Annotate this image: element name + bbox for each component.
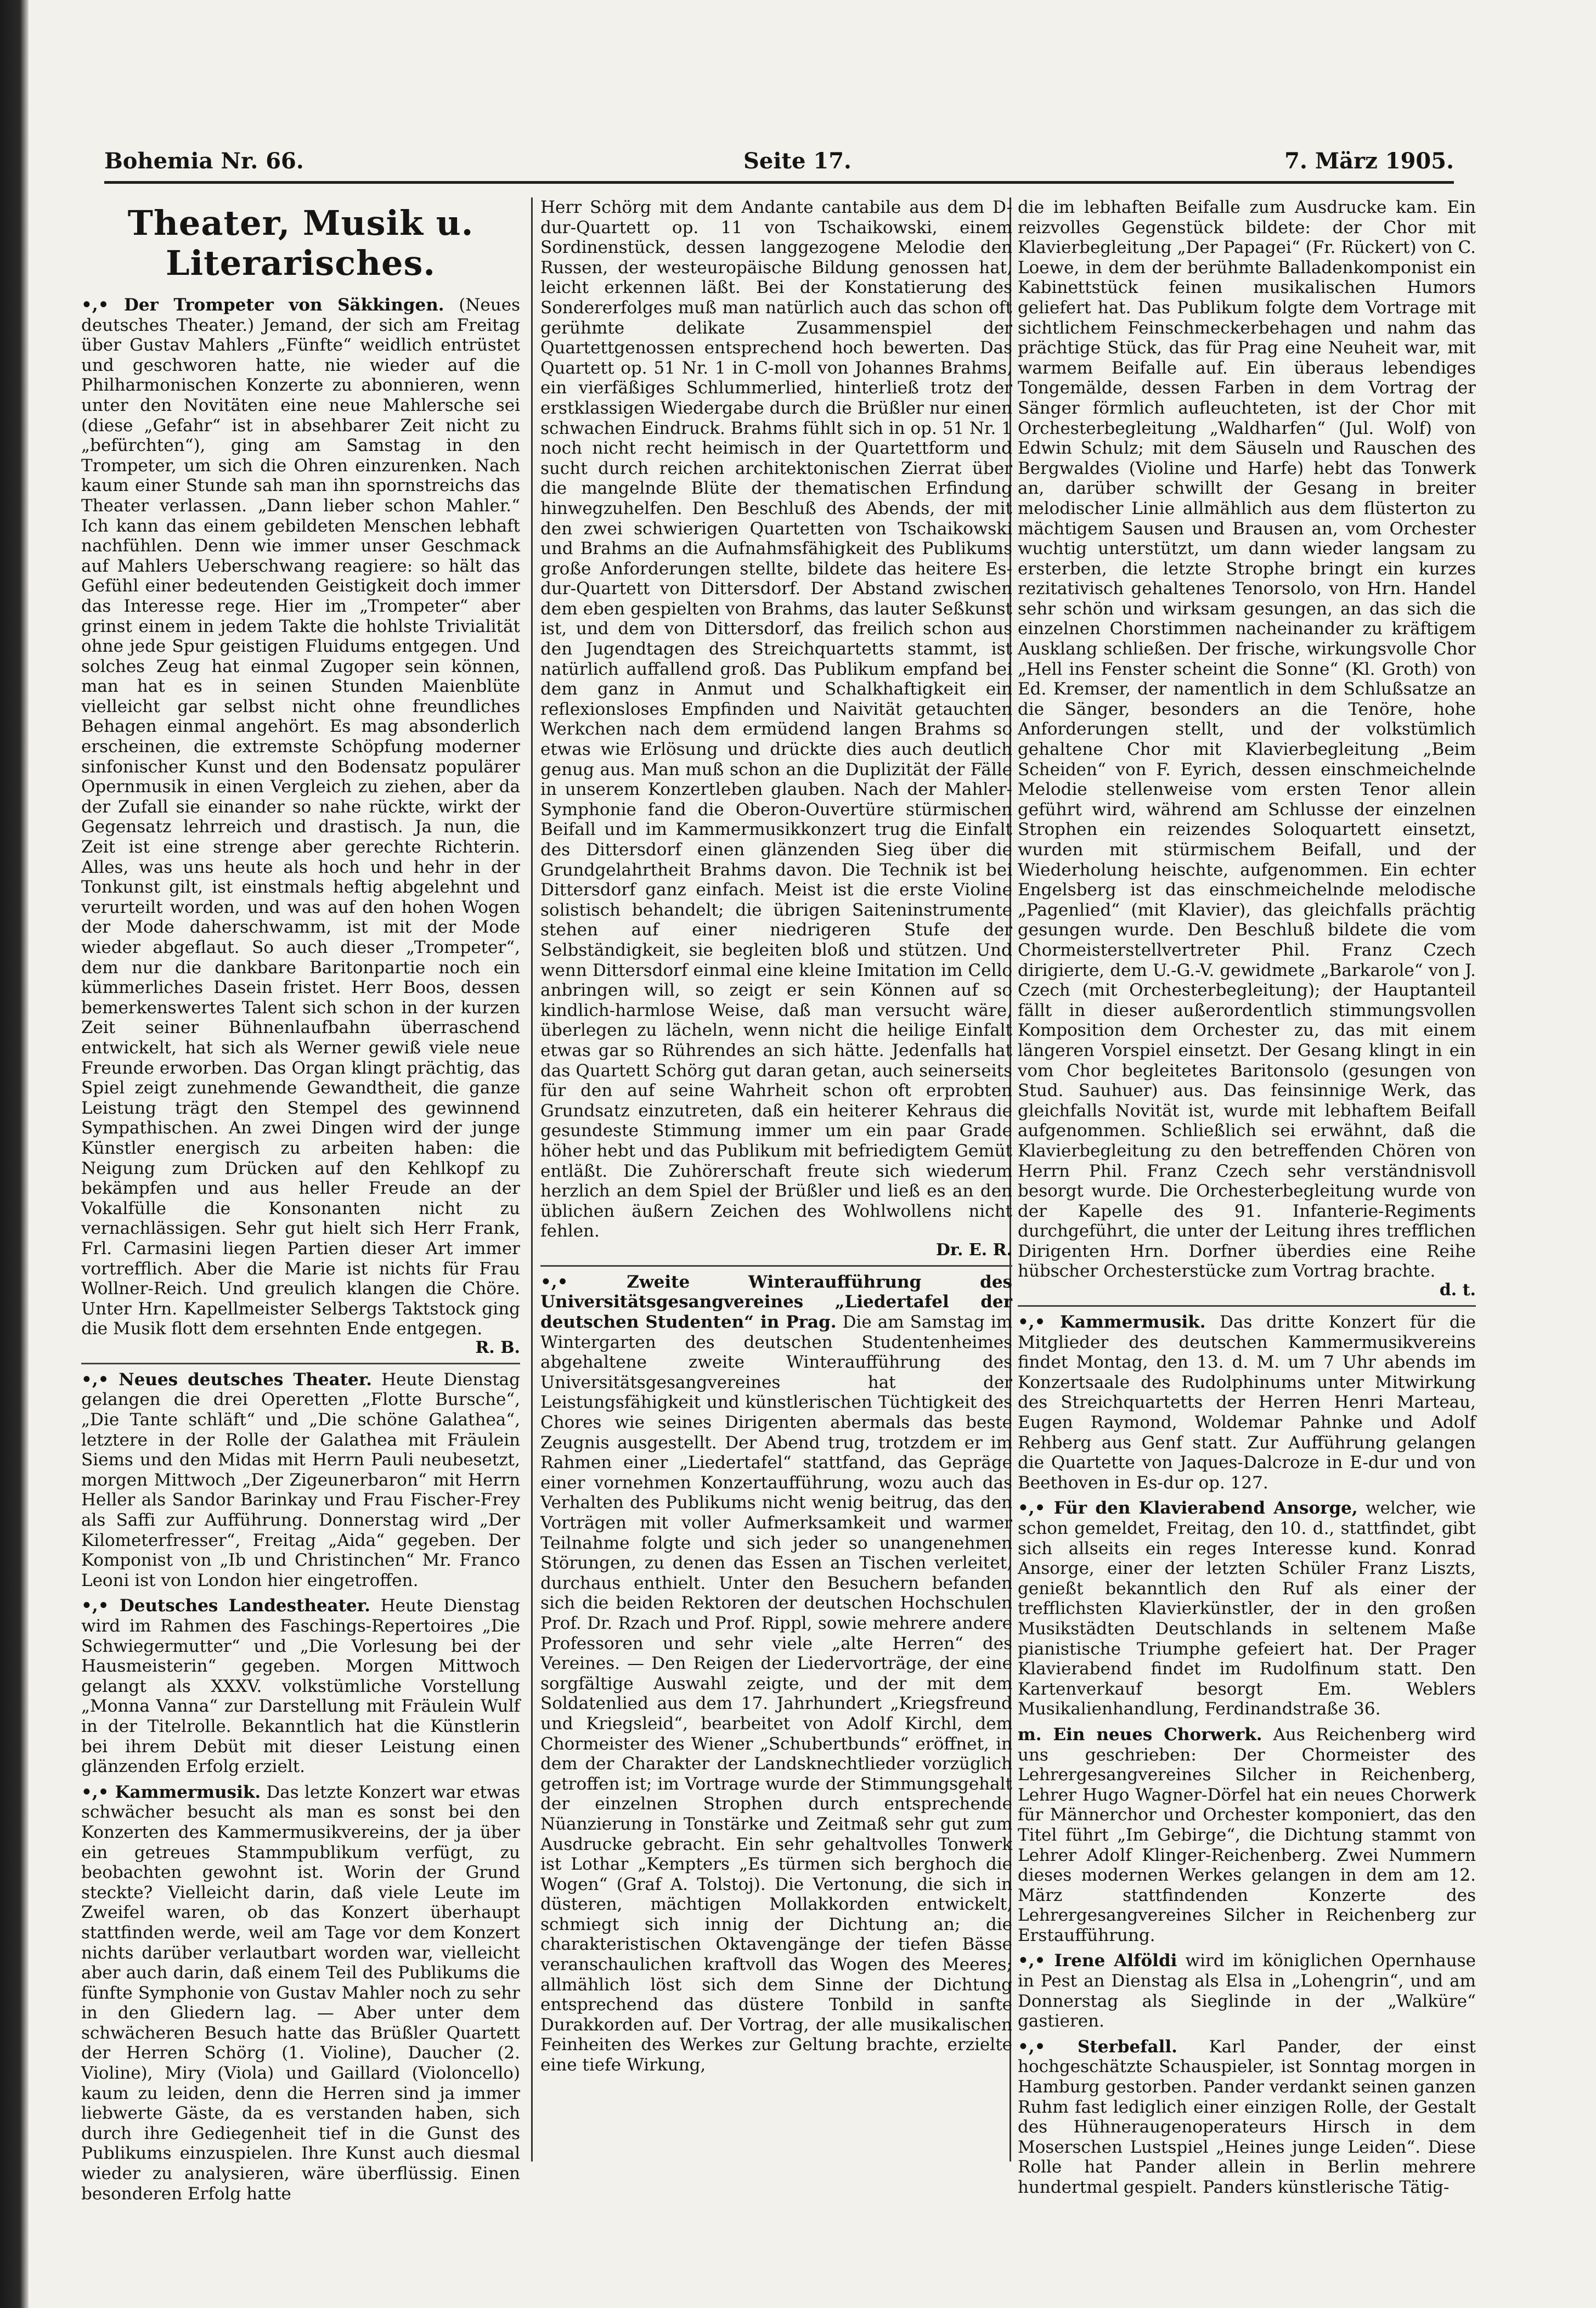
article bbox=[1018, 197, 1476, 1300]
article-separator bbox=[1018, 1305, 1476, 1307]
article bbox=[1018, 1312, 1476, 1493]
article-body: Karl Pander, der einst hochgeschätzte Schauspieler, ist Sonntag morgen in Hamburg gestorben. Pander verdankt seinen ganzen Ruhm fast lediglich einer einzigen Rolle, der Gestalt des Hühneraugenoperateurs Hirsch in dem Moserschen Lustspiel „Heines junge Leiden“. Diese Rolle hat Pander allein in Berlin mehrere hundertmal gespielt. Panders künstlerische Tätig- bbox=[1018, 2036, 1476, 2197]
adjacent-page-edge bbox=[0, 0, 29, 2308]
article-body: (Neues deutsches Theater.) Jemand, der sich am Freitag über Gustav Mahlers „Fünfte“ weidlich entrüstet und geschworen hatte, nie wieder auf die Philharmonischen Konzerte zu abonnieren, wenn unter den Novitäten eine neue Mahlersche sei (diese „Gefahr“ ist in absehbarer Zeit nicht zu „befürchten“), ging am Samstag in den Trompeter, um sich die Ohren einzurenken. Nach kaum einer Stunde sah man ihn spornstreichs das Theater verlassen. „Dann lieber schon Mahler.“ Ich kann das einem gebildeten Menschen lebhaft nachfühlen. Denn wie immer unser Geschmack auf Mahlers Ueberschwang reagiere: so hält das Gefühl einer bedeutenden Geistigkeit doch immer das Interesse rege. Hier im „Trompeter“ aber grinst einem in jedem Takte die hohlste Trivialität ohne jede Spur geistigen Fluidums entgegen. Und solches Zeug hat einmal Zugoper sein können, man hat es in seinen Stunden Maienblüte vielleicht gar selbst nicht ohne freundliches Behagen einmal angehört. Es mag absonderlich erscheinen, die extremste Schöpfung moderner sinfonischer Kunst und den Bodensatz populärer Opernmusik in einen Vergleich zu ziehen, aber da der Zufall sie einander so nahe rückte, wirkt der Gegensatz lehrreich und drastisch. Ja nun, die Zeit ist eine strenge aber gerechte Richterin. Alles, was uns heute als hoch und hehr in der Tonkunst gilt, ist einstmals heftig abgelehnt und verurteilt worden, und was auf den hohen Wogen der Mode daherschwamm, ist mit der Mode wieder abgeflaut. So auch dieser „Trompeter“, dem nur die dankbare Baritonpartie noch ein kümmerliches Dasein fristet. Herr Boos, dessen bemerkenswertes Talent sich schon in der kurzen Zeit seiner Bühnenlaufbahn überraschend entwickelt, hat sich als Werner gewiß viele neue Freunde erworben. Das Organ klingt prächtig, das Spiel zeigt zunehmende Gewandtheit, die ganze Leistung trägt den Stempel des gewinnend Sympathischen. An zwei Dingen wird der junge Künstler energisch zu arbeiten haben: die Neigung zum Drücken auf den Kehlkopf zu bekämpfen und aus heller Freude an der Vokalfülle die Konsonanten nicht zu vernachlässigen. Sehr gut hielt sich Herr Frank, Frl. Carmasini liegen Partien dieser Art immer vortrefflich. Aber die Marie ist nichts für Frau Wollner-Reich. Und greulich klangen die Chöre. Unter Hrn. Kapellmeister Selbergs Taktstock ging die Musik flott dem ersehnten Ende entgegen. bbox=[81, 295, 520, 1339]
article-body: Aus Reichenberg wird uns geschrieben: Der Chormeister des Lehrergesangvereines Silcher in Reichenberg, Lehrer Hugo Wagner-Dörfel hat ein neues Chorwerk für Männerchor und Orchester komponiert, das den Titel führt „Im Gebirge“, die Dichtung stammt von Lehrer Adolf Klinger-Reichenberg. Zwei Nummern dieses modernen Werkes gelangen in dem am 12. März stattfindenden Konzerte des Lehrergesangvereines Silcher in Reichenberg zur Erstaufführung. bbox=[1018, 1724, 1476, 1945]
article bbox=[81, 1782, 520, 2204]
article-title: •,• Sterbefall. bbox=[1018, 2036, 1177, 2057]
article-body: Das dritte Konzert für die Mitglieder des deutschen Kammermusikvereins findet Montag, den 13. d. M. um 7 Uhr abends im Konzertsaale des Rudolphinums unter Mitwirkung des Streichquartetts der Herren Henri Marteau, Eugen Raymond, Woldemar Pahnke und Adolf Rehberg aus Genf statt. Zur Aufführung gelangen die Quartette von Jaques-Dalcroze in E-dur und von Beethoven in Es-dur op. 127. bbox=[1018, 1312, 1476, 1493]
article bbox=[1018, 1725, 1476, 1946]
column-1 bbox=[81, 197, 521, 2204]
article bbox=[540, 197, 1012, 1260]
article-body: wird im königlichen Opernhause in Pest an Dienstag als Elsa in „Lohengrin“, und am Donnerstag als Sieglinde in der „Walküre“ gastieren. bbox=[1018, 1951, 1476, 2032]
article bbox=[1018, 1498, 1476, 1719]
article-body: Heute Dienstag wird im Rahmen des Faschings-Repertoires „Die Schwiegermutter“ und „Die Vorlesung bei der Hausmeisterin“ gegeben. Morgen Mittwoch gelangt als XXXV. volkstümliche Vorstellung „Monna Vanna“ zur Darstellung mit Fräulein Wulf in der Titelrolle. Bekanntlich hat die Künstlerin bei ihrem Debüt mit dieser Leistung einen glänzenden Erfolg erzielt. bbox=[81, 1596, 520, 1777]
adjacent-page-fragment bbox=[4, 197, 26, 1130]
article-separator bbox=[81, 1363, 520, 1364]
column-2 bbox=[540, 197, 1012, 2172]
newspaper-issue: Bohemia Nr. 66. bbox=[104, 148, 304, 174]
article-signature: Dr. E. R. bbox=[935, 1240, 1012, 1260]
article-body: Heute Dienstag gelangen die drei Operetten „Flotte Bursche“, „Die Tante schläft“ und „Die schöne Galathea“, letztere in der Rolle der Galathea mit Fräulein Siems und den Midas mit Herrn Pauli neubesetzt, morgen Mittwoch „Der Zigeunerbaron“ mit Herrn Heller als Sandor Barinkay und Frau Fischer-Frey als Saffi zur Aufführung. Donnerstag wird „Der Kilometerfresser“, Freitag „Aida“ gegeben. Der Komponist von „Ib und Christinchen“ Mr. Franco Leoni ist von London hier eingetroffen. bbox=[81, 1369, 521, 1590]
article-body: Das letzte Konzert war etwas schwächer besucht als man es sonst bei den Konzerten des Kammermusikvereins, der ja über ein getreues Stammpublikum verfügt, zu beobachten gewohnt ist. Worin der Grund steckte? Vielleicht darin, daß viele Leute im Zweifel waren, ob das Konzert überhaupt stattfinden werde, weil am Tage vor dem Konzert nichts darüber verlautbart worden war, vielleicht aber auch darin, daß einem Teil des Publikums die fünfte Symphonie von Gustav Mahler noch zu sehr in den Gliedern lag. — Aber unter dem schwächeren Besuch hatte das Brüßler Quartett der Herren Schörg (1. Violine), Daucher (2. Violine), Miry (Viola) und Gaillard (Violoncello) kaum zu leiden, denn die Herren sind ja immer liebwerte Gäste, da es verstanden haben, sich durch ihre Gediegenheit tief in die Gunst des Publikums einzuspielen. Ihre Kunst auch diesmal wieder zu analysieren, wäre überflüssig. Einen besonderen Erfolg hatte bbox=[81, 1782, 520, 2204]
article-title: •,• Zweite Winteraufführung des Universitätsgesangvereines „Liedertafel der deutschen Studenten“ in Prag. bbox=[540, 1272, 1012, 1333]
article-body: Die am Samstag im Wintergarten des deutschen Studentenheimes abgehaltene zweite Winteraufführung des Universitätsgesangvereines hat der Leistungsfähigkeit und künstlerischen Tüchtigkeit des Chores wie seines Dirigenten abermals das beste Zeugnis ausgestellt. Der Abend trug, trotzdem er im Rahmen einer „Liedertafel“ stattfand, das Gepräge einer vornehmen Konzertaufführung, wozu auch das Verhalten des Publikums nicht wenig beitrug, das den Vorträgen mit voller Aufmerksamkeit und warmer Teilnahme folgte und sich jeder so unangenehmen Störungen, zu denen das Essen an Tischen verleitet, durchaus enthielt. Unter den Besuchern befanden sich die beiden Rektoren der deutschen Hochschulen Prof. Dr. Rzach und Prof. Rippl, sowie mehrere andere Professoren und sehr viele „alte Herren“ des Vereines. — Den Reigen der Liedervorträge, der eine sorgfältige Auswahl zeigte, und der mit dem Soldatenlied aus dem 17. Jahrhundert „Kriegsfreund und Kriegsleid“, bearbeitet von Adolf Kirchl, dem Chormeister des Wiener „Schubertbunds“ eröffnet, in dem der Charakter der Landsknechtlieder vorzüglich getroffen ist; im Vortrage wurde der Stimmungsgehalt der einzelnen Strophen durch entsprechende Nüanzierung in Tonstärke und Zeitmaß sehr gut zum Ausdrucke gebracht. Ein sehr gehaltvolles Tonwerk ist Lothar „Kempters „Es türmen sich berghoch die Wogen“ (Graf A. Tolstoj). Die Vertonung, die sich in düsteren, mächtigen Mollakkorden entwickelt, schmiegt sich innig der Dichtung an; die charakteristischen Oktavengänge der tiefen Bässe veranschaulichen kraftvoll das Wogen des Meeres; allmählich löst sich dem Sinne der Dichtung entsprechend das düstere Tonbild in sanfte Durakkorden auf. Der Vortrag, der alle musikalischen Feinheiten des Werkes zur Geltung brachte, erzielte eine tiefe Wirkung, bbox=[540, 1312, 1013, 2075]
column-1-articles bbox=[81, 295, 520, 2204]
article-title: •,• Kammermusik. bbox=[81, 1782, 261, 1802]
article-body: welcher, wie schon gemeldet, Freitag, den 10. d., stattfindet, gibt sich allseits ein reges Interesse kund. Konrad Ansorge, einer der letzten Schüler Franz Liszts, genießt bekanntlich den Ruf als einer der trefflichsten Klavierkünstler, der in den großen Musikstädten Deutschlands in seltenem Maße pianistische Triumphe gefeiert hat. Der Prager Klavierabend findet im Rudolfinum statt. Den Kartenverkauf besorgt Em. Weblers Musikalienhandlung, Ferdinandstraße 36. bbox=[1018, 1498, 1476, 1719]
article bbox=[81, 1370, 520, 1591]
article-signature: d. t. bbox=[1439, 1280, 1476, 1300]
page-number: Seite 17. bbox=[743, 148, 851, 174]
article-separator bbox=[540, 1265, 1012, 1267]
publication-date: 7. März 1905. bbox=[1284, 148, 1454, 174]
article bbox=[81, 295, 520, 1357]
article-title: m. Ein neues Chorwerk. bbox=[1018, 1724, 1262, 1745]
article-title: •,• Irene Alföldi bbox=[1018, 1951, 1177, 1971]
article-body: die im lebhaften Beifalle zum Ausdrucke kam. Ein reizvolles Gegenstück bildete: der Chor mit Klavierbegleitung „Der Papagei“ (Fr. Rückert) von C. Loewe, in dem der berühmte Balladenkomponist ein Kabinettstück feinen musikalischen Humors geliefert hat. Das Publikum folgte dem Vortrage mit sichtlichem Feinschmeckerbehagen und nahm das prächtige Stück, das für Prag eine Neuheit war, mit warmem Beifalle auf. Ein überaus lebendiges Tongemälde, dessen Farben in dem Vortrag der Sänger förmlich aufleuchteten, ist der Chor mit Orchesterbegleitung „Waldharfen“ (Jul. Wolf) von Edwin Schulz; mit dem Säuseln und Rauschen des Bergwaldes (Violine und Harfe) hebt das Tonwerk an, darüber schwillt der Gesang in breiter melodischer Linie allmählich aus dem flüsterton zu mächtigem Sausen und Brausen an, vom Orchester wuchtig unterstützt, um dann wieder langsam zu ersterben, die letzte Strophe bringt ein kurzes rezitativisch gehaltenes Tenorsolo, von Hrn. Handel sehr schön und wirksam gesungen, an das sich die einzelnen Chorstimmen nacheinander zu kräftigem Ausklang schließen. Der frische, wirkungsvolle Chor „Hell ins Fenster scheint die Sonne“ (Kl. Groth) von Ed. Kremser, der namentlich in dem Schlußsatze an die Sänger, besonders an die Tenöre, hohe Anforderungen stellt, und der volkstümlich gehaltene Chor mit Klavierbegleitung „Beim Scheiden“ von F. Eyrich, dessen einschmeichelnde Melodie stellenweise vom ersten Tenor allein geführt wird, während am Schlusse der einzelnen Strophen ein reizendes Soloquartett einsetzt, wurden mit stürmischem Beifall, und der Wiederholung heischte, aufgenommen. Ein echter Engelsberg ist das einschmeichelnde melodische „Pagenlied“ (mit Klavier), das gleichfalls prächtig gesungen wurde. Den Beschluß bildete die vom Chormeisterstellvertreter Phil. Franz Czech dirigierte, dem U.-G.-V. gewidmete „Barkarole“ von J. Czech (mit Orchesterbegleitung); der Hauptanteil fällt in dieser außerordentlich stimmungsvollen Komposition dem Orchester zu, das mit einem längeren Vorspiel einsetzt. Der Gesang klingt in ein vom Chor begleitetes Baritonsolo (gesungen von Stud. Sauhuer) aus. Das feinsinnige Werk, das gleichfalls Novität ist, wurde mit lebhaftem Beifall aufgenommen. Schließlich sei erwähnt, daß die Klavierbegleitung zu den betreffenden Chören von Herrn Phil. Franz Czech sehr verständnisvoll besorgt wurde. Die Orchesterbegleitung wurde von der Kapelle des 91. Infanterie-Regiments durchgeführt, die unter der Leitung ihres trefflichen Dirigenten Hrn. Dorfner überdies eine Reihe hübscher Orchesterstücke zum Vortrag brachte. bbox=[1018, 197, 1476, 1282]
article bbox=[81, 1596, 520, 1776]
article-title: •,• Für den Klavierabend Ansorge, bbox=[1018, 1498, 1358, 1519]
article bbox=[540, 1272, 1012, 2075]
article-body: Herr Schörg mit dem Andante cantabile aus dem D-dur-Quartett op. 11 von Tschaikowski, einem Sordinenstück, dessen langgezogene Melodie den Russen, der westeuropäische Bildung genossen hat, leicht erkennen läßt. Bei der Konstatierung des Sondererfolges muß man natürlich auch das schon oft gerühmte delikate Zusammenspiel der Quartettgenossen entsprechend hoch bewerten. Das Quartett op. 51 Nr. 1 in C-moll von Johannes Brahms, ein vierfäßiges Schlummerlied, hinterließ trotz der erstklassigen Wiedergabe durch die Brüßler nur einen schwachen Eindruck. Brahms fühlt sich in op. 51 Nr. 1 noch nicht recht heimisch in der Quartettform und sucht durch reichen architektonischen Zierrat über die mangelnde Blüte der thematischen Erfindung hinwegzuhelfen. Den Beschluß des Abends, der mit den zwei schwierigen Quartetten von Tschaikowski und Brahms an die Aufnahmsfähigkeit des Publikums große Anforderungen stellte, bildete das heitere Es-dur-Quartett von Dittersdorf. Der Abstand zwischen dem eben gespielten von Brahms, das lauter Seßkunst ist, und dem von Dittersdorf, das freilich schon aus den Jugendtagen des Streichquartetts stammt, ist natürlich auffallend groß. Das Publikum empfand bei dem ganz in Anmut und Schalkhaftigkeit ein reflexionsloses Empfinden und Naivität getauchten Werkchen nach dem ermüdend langen Brahms so etwas wie Erlösung und drückte dies auch deutlich genug aus. Man muß schon an die Duplizität der Fälle in unserem Konzertleben glauben. Nach der Mahler-Symphonie fand die Oberon-Ouvertüre stürmischen Beifall und im Kammermusikkonzert trug die Einfalt des Dittersdorf einen glänzenden Sieg über die Grundgelahrtheit Brahms davon. Die Technik ist bei Dittersdorf ganz einfach. Meist ist die erste Violine solistisch behandelt; die übrigen Saiteninstrumente stehen auf einer niedrigeren Stufe der Selbständigkeit, sie begleiten bloß und stützen. Und wenn Dittersdorf einmal eine kleine Imitation im Cello anbringen will, so zeigt er sein Können auf so kindlich-harmlose Weise, daß man versucht wäre, überlegen zu lächeln, wenn nicht die heilige Einfalt etwas gar so Rührendes an sich hätte. Jedenfalls hat das Quartett Schörg gut daran getan, auch seinerseits für den auf seine Wahrheit schon oft erprobten Grundsatz einzutreten, daß ein heiterer Kehraus die gesundeste Stimmung immer um ein paar Grade höher hebt und das Publikum mit befriedigtem Gemüt entläßt. Die Zuhörerschaft freute sich wiederum herzlich an dem Spiel der Brüßler und ließ es an den üblichen äußern Zeichen des Wohlwollens nicht fehlen. bbox=[540, 197, 1012, 1242]
column-3 bbox=[1018, 197, 1476, 2197]
article-title: •,• Neues deutsches Theater. bbox=[81, 1369, 373, 1390]
article-title: •,• Kammermusik. bbox=[1018, 1312, 1206, 1333]
article bbox=[1018, 2037, 1476, 2198]
page-header bbox=[104, 148, 1454, 184]
column-rule bbox=[531, 197, 533, 2162]
article-title: •,• Deutsches Landestheater. bbox=[81, 1596, 371, 1616]
article-title: •,• Der Trompeter von Säkkingen. bbox=[81, 295, 444, 315]
column-2-articles bbox=[540, 197, 1012, 2075]
article bbox=[1018, 1951, 1476, 2031]
section-title: Theater, Musik u. Literarisches. bbox=[127, 203, 474, 283]
column-3-articles bbox=[1018, 197, 1476, 2198]
article-signature: R. B. bbox=[475, 1338, 520, 1357]
